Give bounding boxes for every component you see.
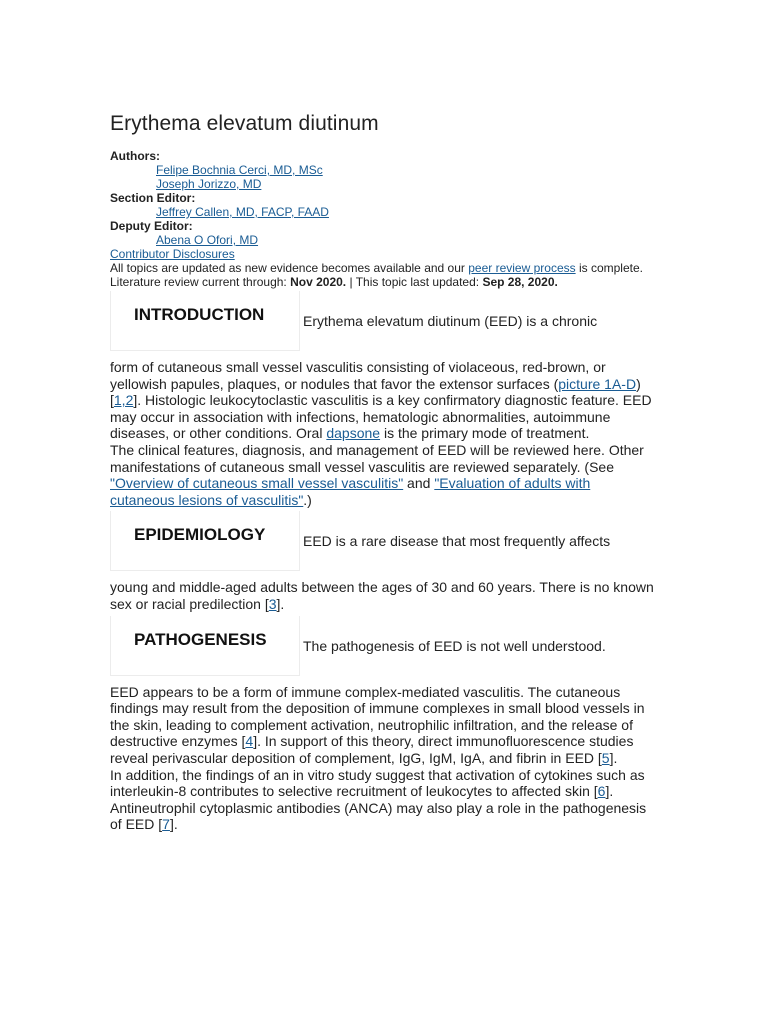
topic-link[interactable]: "Overview of cutaneous small vessel vasculitis" [110, 475, 404, 492]
author-link-1[interactable]: Felipe Bochnia Cerci, MD, MSc [156, 163, 323, 177]
reference-link[interactable]: 5 [601, 749, 610, 766]
text: ]. Histologic leukocytoclastic vasculitis is a key confirmatory diagnostic feature. EED may occur in association with infections, hematologic abnormalities, autoimmune diseases, or other conditions. Oral [110, 392, 652, 442]
topic-link[interactable]: "Evaluation of adults with cutaneous lesions of vasculitis" [110, 475, 591, 508]
epidemiology-lead: EED is a rare disease that most frequently affects [303, 533, 611, 550]
text: form of cutaneous small vessel vasculitis consisting of violaceous, red-brown, or yellowish papules, plaques, or nodules that favor the extensor surfaces ( [110, 359, 606, 392]
last-updated-date: Sep 28, 2020. [482, 275, 558, 289]
epidemiology-heading: EPIDEMIOLOGY [110, 511, 300, 571]
introduction-heading: INTRODUCTION [110, 291, 300, 351]
article-meta [110, 149, 658, 289]
lit-review-label: Literature review current through: [110, 275, 291, 289]
contributor-disclosures-link[interactable]: Contributor Disclosures [110, 247, 235, 261]
author-link-2[interactable]: Joseph Jorizzo, MD [156, 177, 262, 191]
epidemiology-body [110, 579, 658, 612]
paragraph [110, 767, 658, 833]
text: ) [ [110, 375, 641, 409]
introduction-lead: Erythema elevatum diutinum (EED) is a chronic [303, 313, 598, 329]
section-editor-link[interactable]: Jeffrey Callen, MD, FACP, FAAD [156, 205, 329, 219]
text: ]. [609, 749, 618, 766]
pathogenesis-lead: The pathogenesis of EED is not well understood. [303, 637, 606, 654]
paragraph [110, 442, 658, 508]
section-epidemiology [110, 511, 658, 612]
text: ]. Antineutrophil cytoplasmic antibodies (ANCA) may also play a role in the pathogenesis of EED [ [110, 783, 647, 833]
deputy-editor-link[interactable]: Abena O Ofori, MD [156, 233, 259, 247]
text: ]. In support of this theory, direct immunofluorescence studies reveal perivascular deposition of complement, IgG, IgM, IgA, and fibrin in EED [ [110, 733, 634, 766]
dapsone-link[interactable]: dapsone [326, 425, 381, 442]
peer-review-link[interactable]: peer review process [468, 261, 576, 275]
deputy-editor-label: Deputy Editor: [110, 219, 193, 233]
page-title: Erythema elevatum diutinum [110, 112, 379, 135]
article [110, 112, 658, 833]
text: EED appears to be a form of immune complex-mediated vasculitis. The cutaneous findings may result from the deposition of immune complexes in small blood vessels in the skin, leading to complement activation, neutrophilic infiltration, and the release of destructive enzymes [ [110, 683, 645, 750]
text: young and middle-aged adults between the ages of 30 and 60 years. There is no known sex or racial predilection [ [110, 579, 654, 612]
section-editor-label: Section Editor: [110, 191, 196, 205]
reference-link[interactable]: 4 [245, 733, 254, 750]
update-text: All topics are updated as new evidence becomes available and our [110, 261, 469, 275]
introduction-body [110, 359, 658, 508]
authors-label: Authors: [110, 149, 160, 163]
section-introduction [110, 291, 658, 508]
last-updated-label: | This topic last updated: [346, 275, 483, 289]
reference-link[interactable]: 6 [597, 783, 606, 800]
lit-review-date: Nov 2020. [290, 275, 347, 289]
text: ]. [276, 595, 285, 612]
update-text-end: is complete. [575, 261, 643, 275]
reference-link[interactable]: 7 [162, 816, 170, 833]
text: In addition, the findings of an in vitro study suggest that activation of cytokines such as interleukin-8 contributes to selective recruitment of leukocytes to affected skin [ [110, 766, 645, 800]
text: and [403, 475, 435, 492]
paragraph [110, 684, 658, 767]
text: The clinical features, diagnosis, and management of EED will be reviewed here. Other manifestations of cutaneous small vessel vasculitis are reviewed separately. (See [110, 441, 644, 475]
picture-link[interactable]: picture 1A-D [558, 375, 637, 392]
paragraph [110, 579, 658, 612]
pathogenesis-heading: PATHOGENESIS [110, 616, 300, 676]
section-pathogenesis [110, 616, 658, 833]
paragraph [110, 359, 658, 442]
review-dates [110, 275, 658, 289]
text: ]. [169, 816, 178, 833]
update-note [110, 261, 658, 275]
text: .) [303, 491, 312, 508]
pathogenesis-body [110, 684, 658, 833]
reference-link[interactable]: 1,2 [113, 392, 134, 409]
text: is the primary mode of treatment. [380, 425, 590, 442]
reference-link[interactable]: 3 [268, 595, 277, 612]
